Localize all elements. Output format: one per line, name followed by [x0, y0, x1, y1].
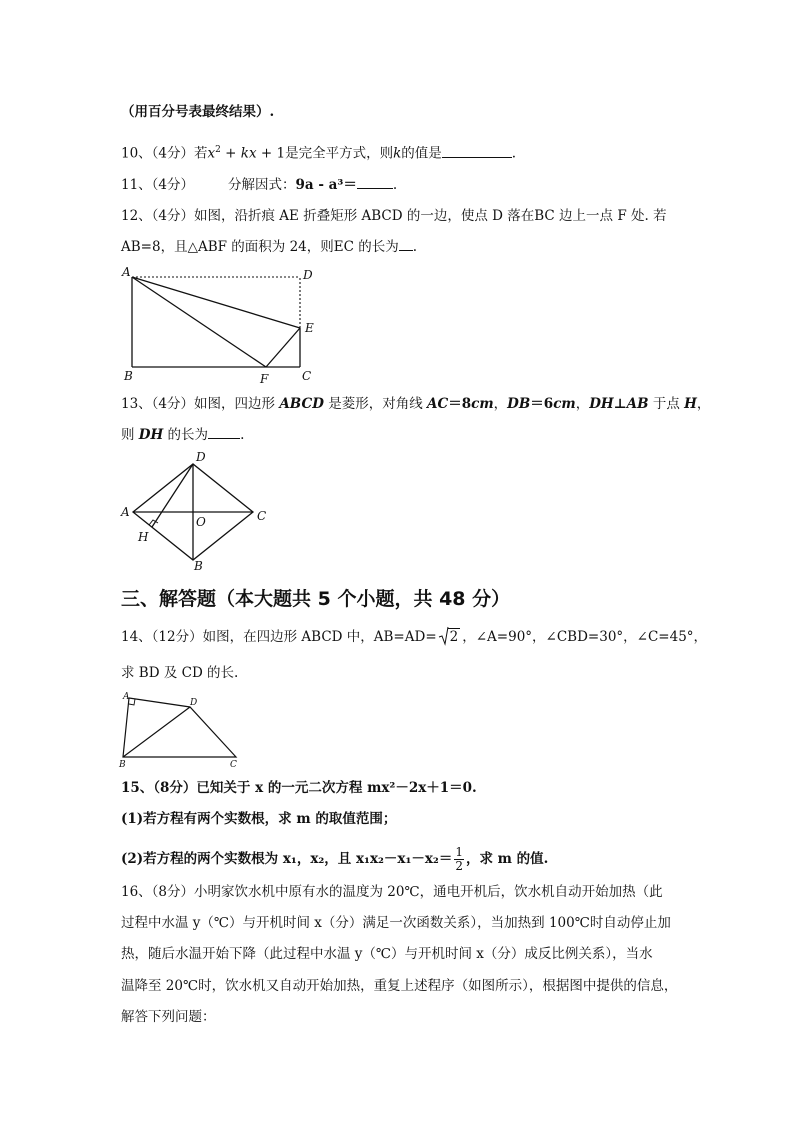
q15-line2: (1)若方程有两个实数根，求 m 的取值范围；	[121, 811, 397, 827]
q14-l1b: ，∠A=90°，∠CBD=30°，∠C=45°，	[462, 629, 708, 645]
intro-text: （用百分号表最终结果）.	[121, 104, 275, 120]
q13-answer-blank[interactable]	[208, 426, 240, 439]
q16-line-3: 热，随后水温开始下降（此过程中水温 y（℃）与开机时间 x（分）成反比例关系），当水	[121, 946, 653, 962]
q13-line1	[121, 395, 710, 413]
q16-line-1: 16、（8分）小明家饮水机中原有水的温度为 20℃，通电开机后，饮水机自动开始加热（此	[121, 884, 663, 900]
q11-expr: 9a - a³＝	[295, 177, 357, 193]
q12-line2-text: AB=8，且△ABF 的面积为 24，则EC 的长为	[121, 239, 399, 255]
q14-sqrt	[439, 628, 461, 646]
q14-sqrt-value: 2	[449, 629, 459, 645]
q10-expr-end: + 1	[256, 145, 286, 162]
fig14-right-angle-mark	[129, 699, 135, 705]
q16-line-4: 温降至 20℃时，饮水机又自动开始加热，重复上述程序（如图所示），根据图中提供的信息，	[121, 978, 678, 994]
q10-expr-plus: +	[220, 145, 241, 162]
fig12-label-b: B	[124, 369, 133, 383]
q10-end: .	[511, 145, 517, 162]
fig14-label-a: A	[123, 692, 130, 702]
fig12-segment-af	[132, 277, 266, 367]
q13-l2c: 的长为	[163, 427, 209, 443]
q15-line3	[121, 846, 548, 873]
q13-l1k: ，	[575, 396, 590, 412]
q13-l2b: DH	[138, 427, 164, 443]
q16-line-2: 过程中水温 y（℃）与开机时间 x（分）满足一次函数关系），当加热到 100℃时自动停止加	[121, 915, 671, 931]
sqrt-sign-icon	[439, 627, 449, 645]
q10-number: 10、（4分）若	[121, 145, 208, 162]
q12-line1: 12、（4分）如图，沿折痕 AE 折叠矩形 ABCD 的一边，使点 D 落在BC 边上一点 F 处. 若	[121, 208, 667, 224]
q12-line2	[121, 238, 417, 256]
q13-l1o: 于点	[648, 396, 685, 412]
fig14-quadrilateral	[123, 698, 236, 757]
fig13-segment-dh	[152, 464, 193, 527]
q15-frac-den: 2	[455, 859, 463, 873]
fig12-segment-fe	[266, 328, 300, 367]
q11-end: .	[392, 177, 398, 193]
q11-number: 11、（4分）	[121, 177, 195, 193]
q14-line1	[121, 628, 707, 646]
q13-l1q: ，	[696, 396, 711, 412]
fig13-label-c: C	[257, 509, 267, 523]
q11-answer-blank[interactable]	[357, 176, 393, 189]
q10-expr-exp: 2	[215, 145, 221, 155]
q10-var-k: k	[393, 145, 402, 162]
q13-l1d: AC	[427, 396, 449, 412]
q13-l1m: ⊥	[613, 396, 627, 412]
q15-fraction	[454, 846, 464, 873]
q12-end: .	[412, 239, 418, 255]
fig13-label-d: D	[196, 450, 206, 464]
q13-end: .	[240, 427, 245, 443]
q14-line2: 求 BD 及 CD 的长.	[121, 665, 239, 681]
q13-l1e: ＝8	[448, 396, 472, 412]
q10-text: 是完全平方式，则	[285, 145, 394, 162]
q13-l1n: AB	[626, 396, 649, 412]
q11-text: 分解因式：	[228, 177, 296, 193]
q13-l1g: ，	[493, 396, 508, 412]
q13-line2	[121, 426, 244, 444]
q13-l1h: DB	[507, 396, 531, 412]
q14-l1a: 14、（12分）如图，在四边形 ABCD 中，AB=AD=	[121, 629, 437, 645]
q13-l2a: 则	[121, 427, 139, 443]
q13-l1c: 是菱形，对角线	[323, 396, 427, 412]
fig12-label-a: A	[122, 265, 131, 279]
q10-answer-blank[interactable]	[442, 145, 512, 158]
fig14-diagonal-bd	[123, 707, 190, 757]
fig13-label-h: H	[138, 530, 149, 544]
question-10	[121, 141, 516, 163]
q13-l1l: DH	[589, 396, 614, 412]
q13-l1a: 13、（4分）如图，四边形	[121, 396, 280, 412]
q15-line1: 15、（8分）已知关于 x 的一元二次方程 mx²－2x＋1＝0.	[121, 780, 477, 796]
fig13-label-o: O	[196, 515, 206, 529]
figure-14	[118, 690, 248, 768]
q15-frac-num: 1	[455, 845, 463, 859]
question-11	[121, 176, 397, 194]
fig14-label-d: D	[190, 698, 198, 708]
figure-12	[118, 262, 328, 387]
section-3-heading: 三、解答题（本大题共 5 个小题，共 48 分）	[121, 588, 511, 610]
q15-l3a: (2)若方程的两个实数根为 x₁，x₂，且 x₁x₂－x₁－x₂＝	[121, 851, 453, 867]
q10-text2: 的值是	[401, 145, 442, 162]
fig12-label-c: C	[302, 369, 312, 383]
fig12-label-f: F	[260, 372, 269, 386]
fig12-label-e: E	[305, 321, 314, 335]
figure-13	[116, 448, 276, 573]
q10-expr-kx: kx	[240, 145, 257, 162]
fig12-fold-ae	[132, 277, 300, 328]
fig12-label-d: D	[303, 268, 313, 282]
fig14-label-b: B	[119, 760, 126, 770]
fig13-label-a: A	[121, 505, 130, 519]
q13-l1p: H	[684, 396, 697, 412]
q16-line-5: 解答下列问题：	[121, 1009, 216, 1025]
q13-l1i: ＝6	[530, 396, 554, 412]
q13-l1f: cm	[471, 396, 494, 412]
q10-expr-x: x	[207, 145, 216, 162]
fig14-label-c: C	[230, 760, 237, 770]
q15-l3b: ，求 m 的值.	[465, 851, 549, 867]
q12-answer-blank[interactable]	[399, 238, 413, 251]
fig13-label-b: B	[194, 559, 203, 573]
q13-l1j: cm	[553, 396, 576, 412]
q13-l1b: ABCD	[279, 396, 324, 412]
